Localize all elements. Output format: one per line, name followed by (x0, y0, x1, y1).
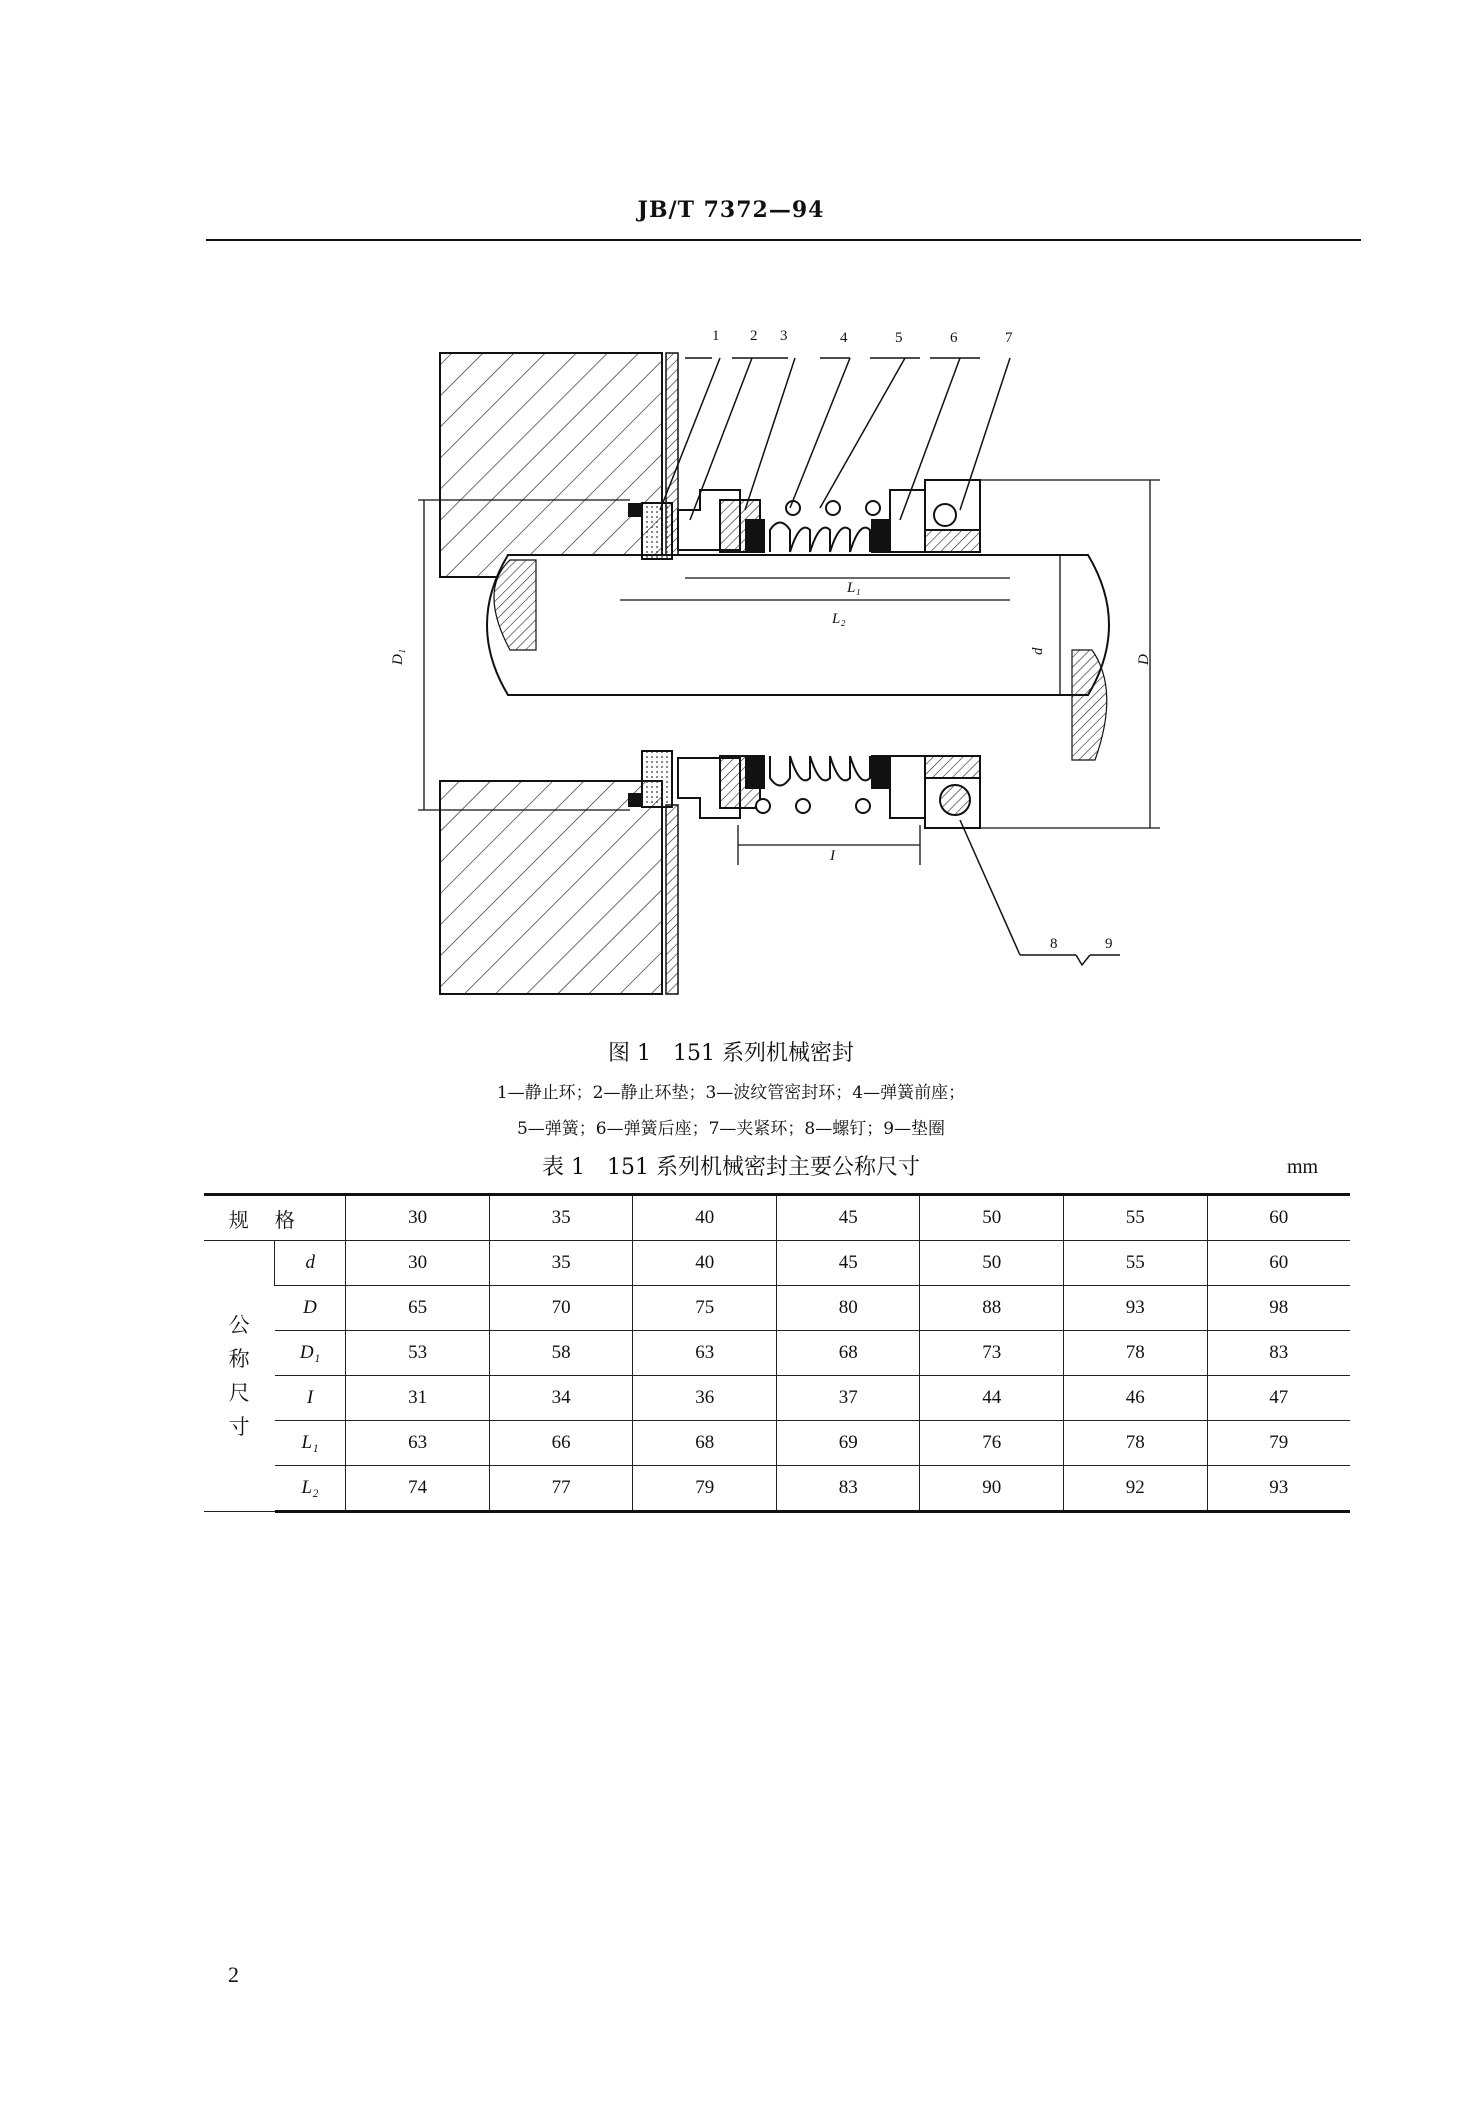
value-cell: 65 (346, 1286, 490, 1331)
value-cell: 68 (633, 1421, 777, 1466)
value-cell: 58 (489, 1331, 633, 1376)
value-cell: 66 (489, 1421, 633, 1466)
value-cell: 79 (1207, 1421, 1350, 1466)
value-cell: 53 (346, 1331, 490, 1376)
value-cell: 55 (1063, 1241, 1207, 1286)
figure-caption: 图 1 151 系列机械密封 (608, 1041, 854, 1066)
value-cell: 78 (1063, 1421, 1207, 1466)
value-cell: 68 (776, 1331, 920, 1376)
dim-label-L1: L₁ (847, 580, 861, 596)
spec-header-label: 规格 (204, 1195, 346, 1241)
nominal-size-table (204, 1193, 1350, 1513)
callout-8: 8 (1050, 936, 1058, 952)
value-cell: 77 (489, 1466, 633, 1512)
value-cell: 70 (489, 1286, 633, 1331)
dim-label-L2: L₂ (832, 611, 846, 627)
value-cell: 50 (920, 1241, 1064, 1286)
table-row (204, 1466, 1350, 1512)
value-cell: 60 (1207, 1241, 1350, 1286)
nominal-size-group-label (204, 1241, 275, 1512)
shaft (487, 555, 1109, 760)
value-cell: 47 (1207, 1376, 1350, 1421)
callout-7: 7 (1005, 330, 1013, 346)
value-cell: 93 (1207, 1466, 1350, 1512)
stationary-ring-upper (642, 503, 672, 559)
param-label: I (275, 1376, 346, 1421)
seal-assembly-lower (678, 756, 980, 828)
table-caption: 表 1 151 系列机械密封主要公称尺寸 (542, 1155, 920, 1180)
value-cell: 40 (633, 1241, 777, 1286)
figure-legend-line-2: 5—弹簧；6—弹簧后座；7—夹紧环；8—螺钉；9—垫圈 (516, 1119, 946, 1139)
table-row (204, 1241, 1350, 1286)
figure-legend-line-1: 1—静止环；2—静止环垫；3—波纹管密封环；4—弹簧前座； (496, 1083, 966, 1103)
spring-coil (796, 799, 810, 813)
value-cell: 73 (920, 1331, 1064, 1376)
spec-cell: 40 (633, 1195, 777, 1241)
dim-label-I: I (830, 848, 835, 864)
spring-coil (826, 501, 840, 515)
stationary-ring-gasket-upper (628, 503, 642, 517)
spec-cell: 35 (489, 1195, 633, 1241)
value-cell: 75 (633, 1286, 777, 1331)
value-cell: 36 (633, 1376, 777, 1421)
dim-label-d: d (1030, 647, 1046, 655)
table-row (204, 1331, 1350, 1376)
callout-3: 3 (780, 328, 788, 344)
standard-code-header: JB/T 7372—94 (637, 197, 825, 223)
spec-cell: 60 (1207, 1195, 1350, 1241)
spec-cell: 45 (776, 1195, 920, 1241)
value-cell: 98 (1207, 1286, 1350, 1331)
value-cell: 93 (1063, 1286, 1207, 1331)
value-cell: 63 (633, 1331, 777, 1376)
page-number: 2 (228, 1962, 239, 1987)
group-label-text: 公称尺寸 (228, 1313, 250, 1439)
value-cell: 83 (776, 1466, 920, 1512)
param-label: L₂ (275, 1466, 346, 1512)
value-cell: 88 (920, 1286, 1064, 1331)
mechanical-seal-drawing (360, 320, 1180, 1000)
spring-coil (786, 501, 800, 515)
spring-coil (866, 501, 880, 515)
spring-coil (756, 799, 770, 813)
value-cell: 63 (346, 1421, 490, 1466)
value-cell: 37 (776, 1376, 920, 1421)
value-cell: 76 (920, 1421, 1064, 1466)
stationary-ring-lower (642, 751, 672, 807)
param-label: D (275, 1286, 346, 1331)
gland-plate-lower (666, 805, 678, 994)
dim-label-D: D (1136, 654, 1152, 665)
value-cell: 34 (489, 1376, 633, 1421)
dim-label-D1: D₁ (390, 648, 406, 665)
housing-upper (440, 353, 662, 577)
value-cell: 78 (1063, 1331, 1207, 1376)
callout-5: 5 (895, 330, 903, 346)
callout-9: 9 (1105, 936, 1113, 952)
param-label: L₁ (275, 1421, 346, 1466)
value-cell: 46 (1063, 1376, 1207, 1421)
param-label: d (275, 1241, 346, 1286)
param-label: D₁ (275, 1331, 346, 1376)
table-row (204, 1421, 1350, 1466)
spec-cell: 55 (1063, 1195, 1207, 1241)
table-row (204, 1376, 1350, 1421)
value-cell: 45 (776, 1241, 920, 1286)
table-header-row (204, 1195, 1350, 1241)
value-cell: 31 (346, 1376, 490, 1421)
spec-cell: 50 (920, 1195, 1064, 1241)
stationary-ring-gasket-lower (628, 793, 642, 807)
value-cell: 83 (1207, 1331, 1350, 1376)
value-cell: 92 (1063, 1466, 1207, 1512)
spring-coil (856, 799, 870, 813)
callout-6: 6 (950, 330, 958, 346)
value-cell: 35 (489, 1241, 633, 1286)
table-unit: mm (1287, 1156, 1319, 1178)
callout-1: 1 (712, 328, 720, 344)
value-cell: 80 (776, 1286, 920, 1331)
callout-4: 4 (840, 330, 848, 346)
callout-2: 2 (750, 328, 758, 344)
value-cell: 69 (776, 1421, 920, 1466)
spec-cell: 30 (346, 1195, 490, 1241)
value-cell: 74 (346, 1466, 490, 1512)
value-cell: 90 (920, 1466, 1064, 1512)
housing-lower (440, 781, 662, 994)
value-cell: 79 (633, 1466, 777, 1512)
header-rule (206, 239, 1361, 241)
value-cell: 44 (920, 1376, 1064, 1421)
value-cell: 30 (346, 1241, 490, 1286)
table-row (204, 1286, 1350, 1331)
